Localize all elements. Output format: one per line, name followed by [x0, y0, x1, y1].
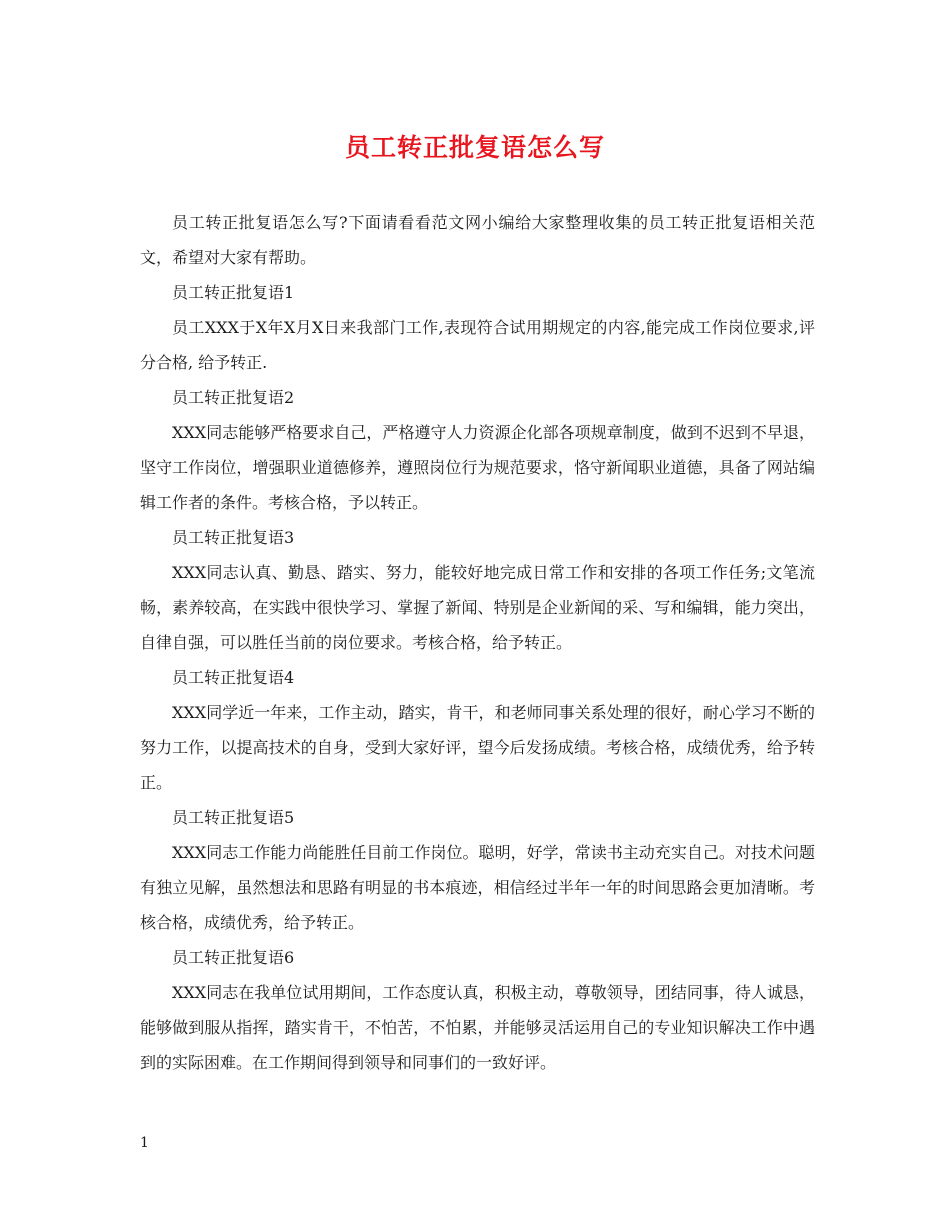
section-heading-1: 员工转正批复语1 — [172, 283, 295, 302]
section-heading-3: 员工转正批复语3 — [172, 528, 295, 547]
section-heading-4: 员工转正批复语4 — [172, 668, 295, 687]
document-body — [140, 205, 815, 1080]
section-heading-2: 员工转正批复语2 — [172, 388, 295, 407]
section-body-1: 员工XXX于X年X月X日来我部门工作,表现符合试用期规定的内容,能完成工作岗位要求,评分合格, 给予转正. — [140, 318, 815, 372]
section-body-6: XXX同志在我单位试用期间，工作态度认真，积极主动，尊敬领导，团结同事，待人诚恳，能够做到服从指挥，踏实肯干，不怕苦，不怕累，并能够灵活运用自己的专业知识解决工作中遇到的实际困难。在工作期间得到领导和同事们的一致好评。 — [140, 983, 815, 1072]
section-body-3: XXX同志认真、勤恳、踏实、努力，能较好地完成日常工作和安排的各项工作任务;文笔流畅，素养较高，在实践中很快学习、掌握了新闻、特别是企业新闻的采、写和编辑，能力突出，自律自强，可以胜任当前的岗位要求。考核合格，给予转正。 — [140, 563, 815, 652]
intro-paragraph: 员工转正批复语怎么写?下面请看看范文网小编给大家整理收集的员工转正批复语相关范文，希望对大家有帮助。 — [140, 213, 815, 267]
document-title: 员工转正批复语怎么写 — [344, 133, 605, 162]
section-body-5: XXX同志工作能力尚能胜任目前工作岗位。聪明，好学，常读书主动充实自己。对技术问题有独立见解，虽然想法和思路有明显的书本痕迹，相信经过半年一年的时间思路会更加清晰。考核合格，成绩优秀，给予转正。 — [140, 843, 815, 932]
section-heading-5: 员工转正批复语5 — [172, 808, 295, 827]
section-body-4: XXX同学近一年来，工作主动，踏实，肯干，和老师同事关系处理的很好，耐心学习不断的努力工作，以提高技术的自身，受到大家好评，望今后发扬成绩。考核合格，成绩优秀，给予转正。 — [140, 703, 815, 792]
section-heading-6: 员工转正批复语6 — [172, 948, 295, 967]
page-number: 1 — [140, 1135, 149, 1151]
section-body-2: XXX同志能够严格要求自己，严格遵守人力资源企化部各项规章制度，做到不迟到不早退，坚守工作岗位，增强职业道德修养，遵照岗位行为规范要求，恪守新闻职业道德，具备了网站编辑工作者的条件。考核合格，予以转正。 — [140, 423, 815, 512]
